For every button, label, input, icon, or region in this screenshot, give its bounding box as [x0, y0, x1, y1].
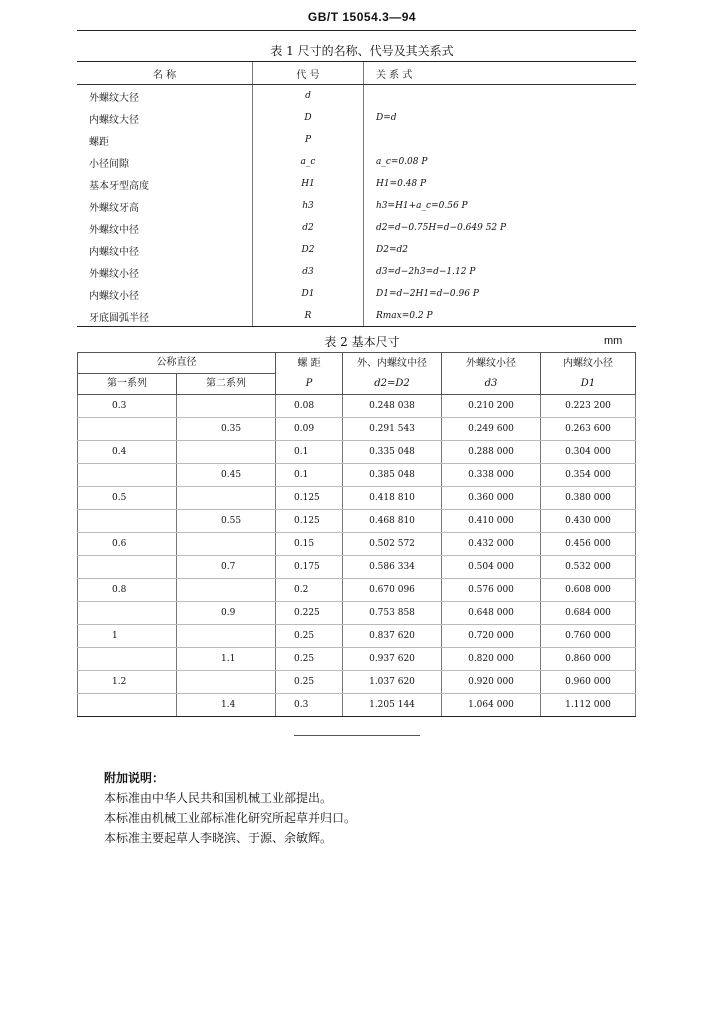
- table-row: [78, 464, 636, 487]
- series1-cell: 0.4: [78, 441, 177, 464]
- int-minor-cell: 0.263 600: [541, 418, 636, 441]
- ext-minor-cell: 0.249 600: [442, 418, 541, 441]
- ext-minor-cell: 0.576 000: [442, 579, 541, 602]
- pitch-diameter-cell: 0.468 810: [343, 510, 442, 533]
- pitch-diameter-cell: 0.335 048: [343, 441, 442, 464]
- ext-minor-cell: 1.064 000: [442, 694, 541, 717]
- row-name: 外螺纹大径: [77, 85, 253, 108]
- series2-cell: [177, 533, 276, 556]
- table-row: [78, 625, 636, 648]
- pitch-diameter-cell: 0.502 572: [343, 533, 442, 556]
- pitch-diameter-cell: 0.418 810: [343, 487, 442, 510]
- table-row: [77, 261, 636, 283]
- table-row: [78, 533, 636, 556]
- column-header-series1: 第一系列: [78, 374, 177, 395]
- pitch-cell: 0.125: [276, 510, 343, 533]
- int-minor-cell: 0.304 000: [541, 441, 636, 464]
- series1-cell: [78, 648, 177, 671]
- int-minor-cell: 0.380 000: [541, 487, 636, 510]
- series1-cell: 1.2: [78, 671, 177, 694]
- int-minor-cell: 0.354 000: [541, 464, 636, 487]
- ext-minor-cell: 0.720 000: [442, 625, 541, 648]
- series2-cell: [177, 625, 276, 648]
- pitch-cell: 0.08: [276, 395, 343, 418]
- table-row: [78, 579, 636, 602]
- series2-cell: [177, 487, 276, 510]
- table-row: [78, 694, 636, 717]
- pitch-diameter-cell: 0.937 620: [343, 648, 442, 671]
- row-formula: [364, 129, 637, 151]
- int-minor-label: 内螺纹小径: [563, 357, 613, 369]
- series2-cell: [177, 671, 276, 694]
- ext-minor-cell: 0.920 000: [442, 671, 541, 694]
- int-minor-cell: 0.608 000: [541, 579, 636, 602]
- row-name: 内螺纹中径: [77, 239, 253, 261]
- int-minor-cell: 0.860 000: [541, 648, 636, 671]
- pitch-diameter-cell: 0.248 038: [343, 395, 442, 418]
- row-symbol: D: [253, 107, 364, 129]
- pitch-diameter-cell: 0.837 620: [343, 625, 442, 648]
- header-rule: [77, 30, 636, 31]
- row-formula: d2=d−0.75H=d−0.649 52 P: [376, 223, 507, 233]
- row-name: 牙底圆弧半径: [77, 305, 253, 327]
- ext-minor-cell: 0.648 000: [442, 602, 541, 625]
- column-header-symbol: 代 号: [253, 62, 364, 85]
- series2-cell: [177, 441, 276, 464]
- row-symbol: a_c: [253, 151, 364, 173]
- pitch-cell: 0.25: [276, 671, 343, 694]
- row-name: 小径间隙: [77, 151, 253, 173]
- table-row: [78, 556, 636, 579]
- series2-cell: [177, 579, 276, 602]
- row-name: 外螺纹小径: [77, 261, 253, 283]
- series2-cell: 0.7: [177, 556, 276, 579]
- column-header-nominal: 公称直径: [78, 353, 276, 374]
- table-row: [78, 487, 636, 510]
- pitch-cell: 0.09: [276, 418, 343, 441]
- pitch-cell: 0.2: [276, 579, 343, 602]
- pitch-diameter-cell: 0.753 858: [343, 602, 442, 625]
- int-minor-cell: 0.760 000: [541, 625, 636, 648]
- notes-heading: 附加说明：: [104, 771, 165, 785]
- dimension-names-table: [77, 62, 636, 327]
- column-header-series2: 第二系列: [177, 374, 276, 395]
- end-rule: [294, 735, 420, 736]
- row-formula: a_c=0.08 P: [376, 157, 428, 167]
- pitch-diameter-cell: 1.205 144: [343, 694, 442, 717]
- table-row: [78, 395, 636, 418]
- row-name: 螺距: [77, 129, 253, 151]
- table-row: [78, 441, 636, 464]
- notes-line: 本标准主要起草人李晓滨、于源、余敏辉。: [104, 831, 333, 845]
- int-minor-cell: 1.112 000: [541, 694, 636, 717]
- pitch-cell: 0.1: [276, 464, 343, 487]
- series2-cell: 1.1: [177, 648, 276, 671]
- ext-minor-cell: 0.820 000: [442, 648, 541, 671]
- pitch-cell: 0.125: [276, 487, 343, 510]
- table-row: [77, 239, 636, 261]
- table-header-row: [78, 353, 636, 374]
- series1-cell: 0.6: [78, 533, 177, 556]
- pitch-cell: 0.25: [276, 625, 343, 648]
- pitch-label: 螺 距: [297, 357, 321, 369]
- ext-minor-label: 外螺纹小径: [466, 357, 516, 369]
- row-name: 外螺纹牙高: [77, 195, 253, 217]
- ext-minor-cell: 0.288 000: [442, 441, 541, 464]
- int-minor-cell: 0.960 000: [541, 671, 636, 694]
- int-minor-cell: 0.684 000: [541, 602, 636, 625]
- row-symbol: h3: [253, 195, 364, 217]
- pitch-diameter-label: 外、内螺纹中径: [357, 357, 427, 369]
- table-row: [77, 305, 636, 327]
- series1-cell: [78, 694, 177, 717]
- row-symbol: H1: [253, 173, 364, 195]
- table-row: [77, 173, 636, 195]
- row-symbol: R: [253, 305, 364, 327]
- series2-cell: 0.9: [177, 602, 276, 625]
- row-symbol: d2: [253, 217, 364, 239]
- int-minor-cell: 0.223 200: [541, 395, 636, 418]
- standard-number: GB/T 15054.3—94: [307, 10, 417, 24]
- row-formula: D=d: [376, 113, 397, 123]
- pitch-cell: 0.175: [276, 556, 343, 579]
- row-symbol: P: [253, 129, 364, 151]
- series2-cell: 0.45: [177, 464, 276, 487]
- pitch-cell: 0.3: [276, 694, 343, 717]
- series2-cell: 1.4: [177, 694, 276, 717]
- table1-bottom-rule: [77, 326, 636, 327]
- row-symbol: d3: [253, 261, 364, 283]
- row-symbol: D2: [253, 239, 364, 261]
- table-row: [77, 85, 636, 108]
- series1-cell: 0.3: [78, 395, 177, 418]
- table-row: [77, 107, 636, 129]
- pitch-diameter-cell: 0.385 048: [343, 464, 442, 487]
- table-row: [78, 418, 636, 441]
- series2-cell: 0.35: [177, 418, 276, 441]
- table-row: [77, 195, 636, 217]
- ext-minor-cell: 0.210 200: [442, 395, 541, 418]
- row-name: 外螺纹中径: [77, 217, 253, 239]
- table-row: [77, 129, 636, 151]
- pitch-symbol: P: [305, 377, 313, 389]
- unit-label: mm: [604, 335, 623, 347]
- row-formula: D2=d2: [376, 245, 408, 255]
- row-formula: [364, 85, 637, 108]
- notes-line: 本标准由机械工业部标准化研究所起草并归口。: [104, 811, 357, 825]
- table-header-row: [77, 62, 636, 85]
- series1-cell: 0.5: [78, 487, 177, 510]
- row-symbol: d: [253, 85, 364, 108]
- table-row: [78, 648, 636, 671]
- ext-minor-symbol: d3: [484, 377, 498, 389]
- ext-minor-cell: 0.432 000: [442, 533, 541, 556]
- series1-cell: [78, 556, 177, 579]
- pitch-cell: 0.25: [276, 648, 343, 671]
- int-minor-cell: 0.456 000: [541, 533, 636, 556]
- series1-cell: [78, 418, 177, 441]
- series1-cell: [78, 464, 177, 487]
- int-minor-cell: 0.430 000: [541, 510, 636, 533]
- table-row: [77, 283, 636, 305]
- column-header-formula: 关 系 式: [364, 62, 637, 85]
- notes-line: 本标准由中华人民共和国机械工业部提出。: [104, 791, 333, 805]
- row-formula: H1=0.48 P: [376, 179, 427, 189]
- row-symbol: D1: [253, 283, 364, 305]
- row-name: 内螺纹小径: [77, 283, 253, 305]
- pitch-diameter-cell: 0.291 543: [343, 418, 442, 441]
- row-name: 基本牙型高度: [77, 173, 253, 195]
- pitch-diameter-cell: 1.037 620: [343, 671, 442, 694]
- additional-notes: [104, 768, 356, 848]
- table1-caption: 表 1 尺寸的名称、代号及其关系式: [270, 44, 454, 58]
- pitch-cell: 0.1: [276, 441, 343, 464]
- int-minor-symbol: D1: [580, 377, 596, 389]
- row-formula: h3=H1+a_c=0.56 P: [376, 201, 468, 211]
- column-header-int-minor: [541, 353, 636, 395]
- series2-cell: [177, 395, 276, 418]
- row-name: 内螺纹大径: [77, 107, 253, 129]
- ext-minor-cell: 0.504 000: [442, 556, 541, 579]
- table-row: [77, 151, 636, 173]
- table-row: [77, 217, 636, 239]
- table-row: [78, 602, 636, 625]
- ext-minor-cell: 0.338 000: [442, 464, 541, 487]
- column-header-pitch-diameter: [343, 353, 442, 395]
- row-formula: d3=d−2h3=d−1.12 P: [376, 267, 476, 277]
- series1-cell: [78, 510, 177, 533]
- table-row: [78, 510, 636, 533]
- ext-minor-cell: 0.360 000: [442, 487, 541, 510]
- series1-cell: [78, 602, 177, 625]
- column-header-ext-minor: [442, 353, 541, 395]
- pitch-cell: 0.15: [276, 533, 343, 556]
- int-minor-cell: 0.532 000: [541, 556, 636, 579]
- column-header-name: 名 称: [77, 62, 253, 85]
- row-formula: Rmax=0.2 P: [376, 311, 433, 321]
- series1-cell: 0.8: [78, 579, 177, 602]
- column-header-pitch: [276, 353, 343, 395]
- series1-cell: 1: [78, 625, 177, 648]
- series2-cell: 0.55: [177, 510, 276, 533]
- pitch-diameter-cell: 0.586 334: [343, 556, 442, 579]
- row-formula: D1=d−2H1=d−0.96 P: [376, 289, 479, 299]
- pitch-cell: 0.225: [276, 602, 343, 625]
- table2-caption: 表 2 基本尺寸: [324, 335, 400, 349]
- pitch-diameter-cell: 0.670 096: [343, 579, 442, 602]
- basic-dimensions-table: [77, 352, 636, 717]
- table-row: [78, 671, 636, 694]
- pitch-diameter-symbol: d2=D2: [374, 377, 410, 389]
- ext-minor-cell: 0.410 000: [442, 510, 541, 533]
